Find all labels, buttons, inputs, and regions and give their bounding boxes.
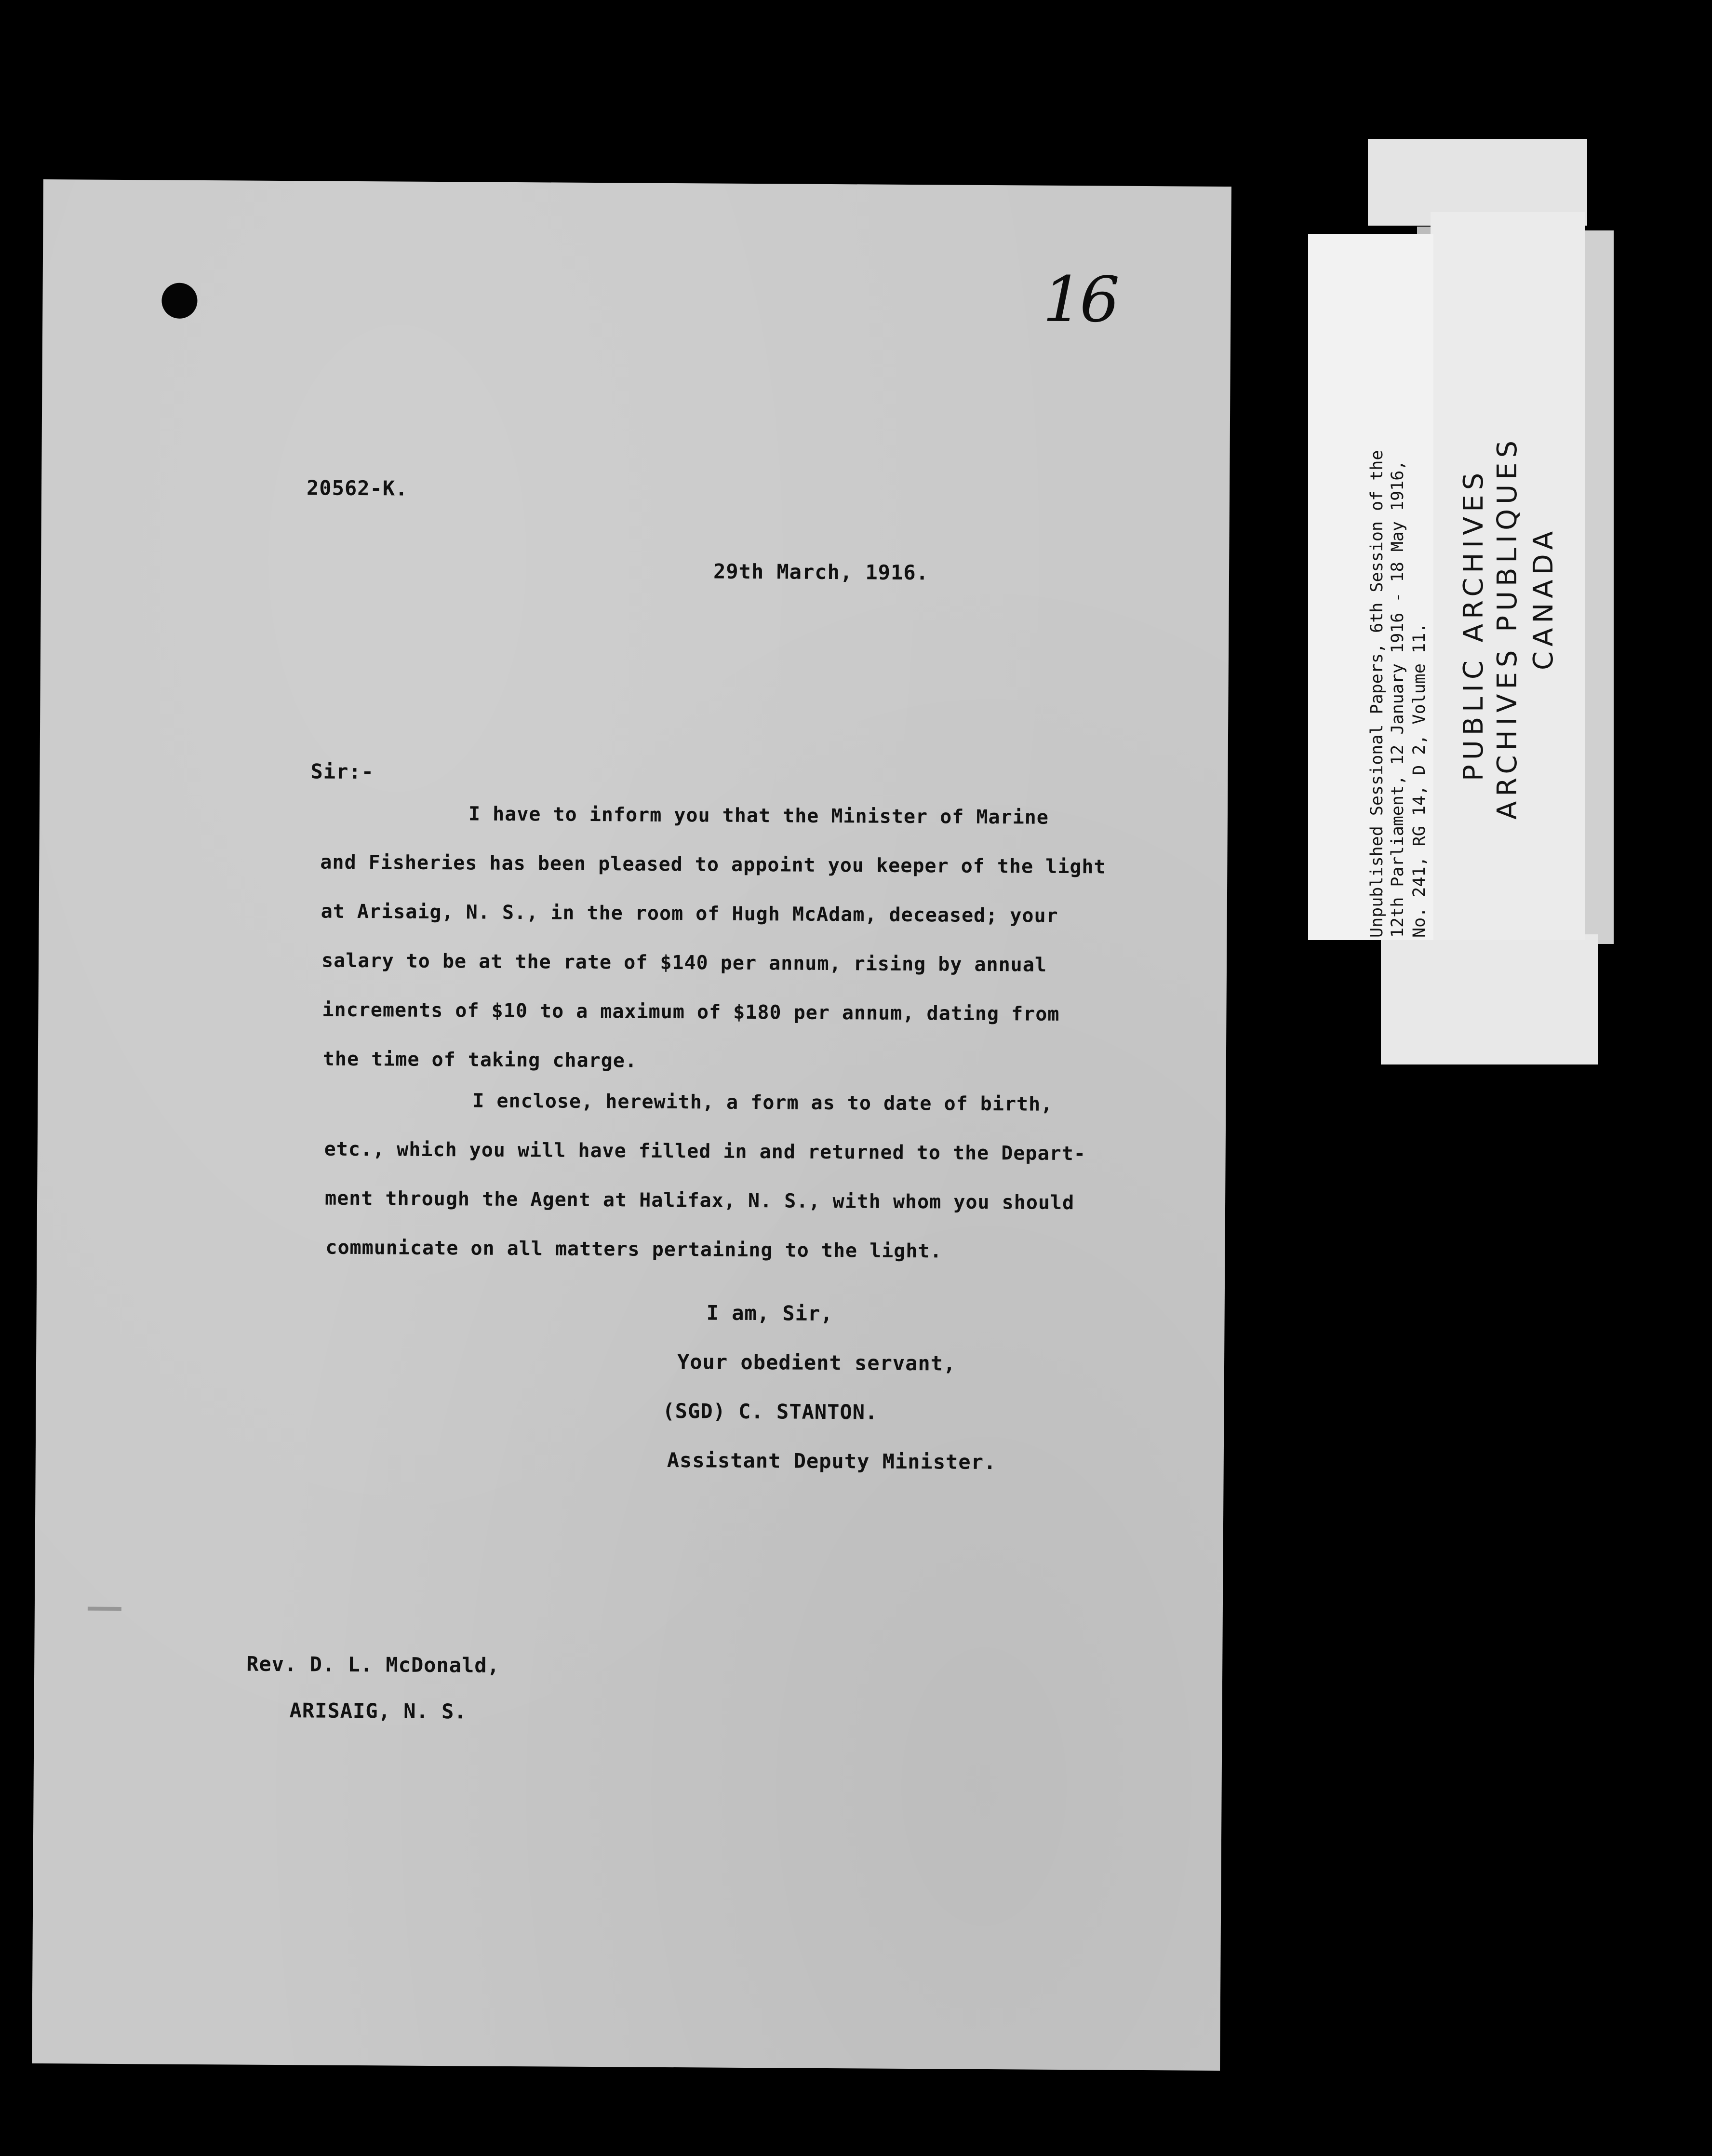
signatory-title: Assistant Deputy Minister. (667, 1448, 997, 1474)
handwritten-page-number: 16 (1043, 262, 1117, 337)
paragraph-1-line: the time of taking charge. (322, 1048, 638, 1072)
paragraph-1-line: at Arisaig, N. S., in the room of Hugh McAdam, deceased; your (321, 900, 1058, 927)
closing-servant: Your obedient servant, (677, 1350, 956, 1375)
reference-line: Unpublished Sessional Papers, 6th Session of the (1367, 450, 1387, 938)
reference-line: 12th Parliament, 12 January 1916 - 18 May 1916, (1388, 460, 1407, 938)
paragraph-2-line: ment through the Agent at Halifax, N. S., with whom you should (324, 1187, 1075, 1214)
archives-stamp-line: ARCHIVES PUBLIQUES (1492, 435, 1523, 820)
file-number: 20562-K. (306, 476, 408, 500)
paragraph-2-line: I enclose, herewith, a form as to date of birth, (472, 1090, 1053, 1116)
punch-hole (161, 283, 197, 319)
archives-stamp-line: CANADA (1528, 526, 1559, 670)
paragraph-2-line: etc., which you will have filled in and returned to the Depart- (324, 1138, 1086, 1165)
reference-line: No. 241, RG 14, D 2, Volume 11. (1410, 622, 1429, 938)
salutation: Sir:- (310, 759, 374, 784)
paragraph-1-line: and Fisheries has been pleased to appoint you keeper of the light (320, 851, 1106, 878)
paragraph-1-line: salary to be at the rate of $140 per annum, rising by annual (321, 949, 1047, 976)
paragraph-1-line: increments of $10 to a maximum of $180 per annum, dating from (322, 998, 1060, 1025)
label-strip-lower (1381, 934, 1598, 1065)
letter-sheet (32, 179, 1231, 2071)
closing: I am, Sir, (706, 1301, 833, 1326)
archives-stamp-line: PUBLIC ARCHIVES (1458, 468, 1489, 781)
label-strip-back (1585, 230, 1614, 944)
addressee-place: ARISAIG, N. S. (289, 1698, 467, 1724)
paragraph-2-line: communicate on all matters pertaining to the light. (325, 1236, 942, 1263)
letter-date: 29th March, 1916. (713, 559, 929, 585)
paragraph-1-line: I have to inform you that the Minister of Marine (468, 803, 1049, 829)
signature: (SGD) C. STANTON. (662, 1399, 878, 1424)
edge-mark (88, 1607, 121, 1611)
addressee-name: Rev. D. L. McDonald, (246, 1652, 500, 1677)
